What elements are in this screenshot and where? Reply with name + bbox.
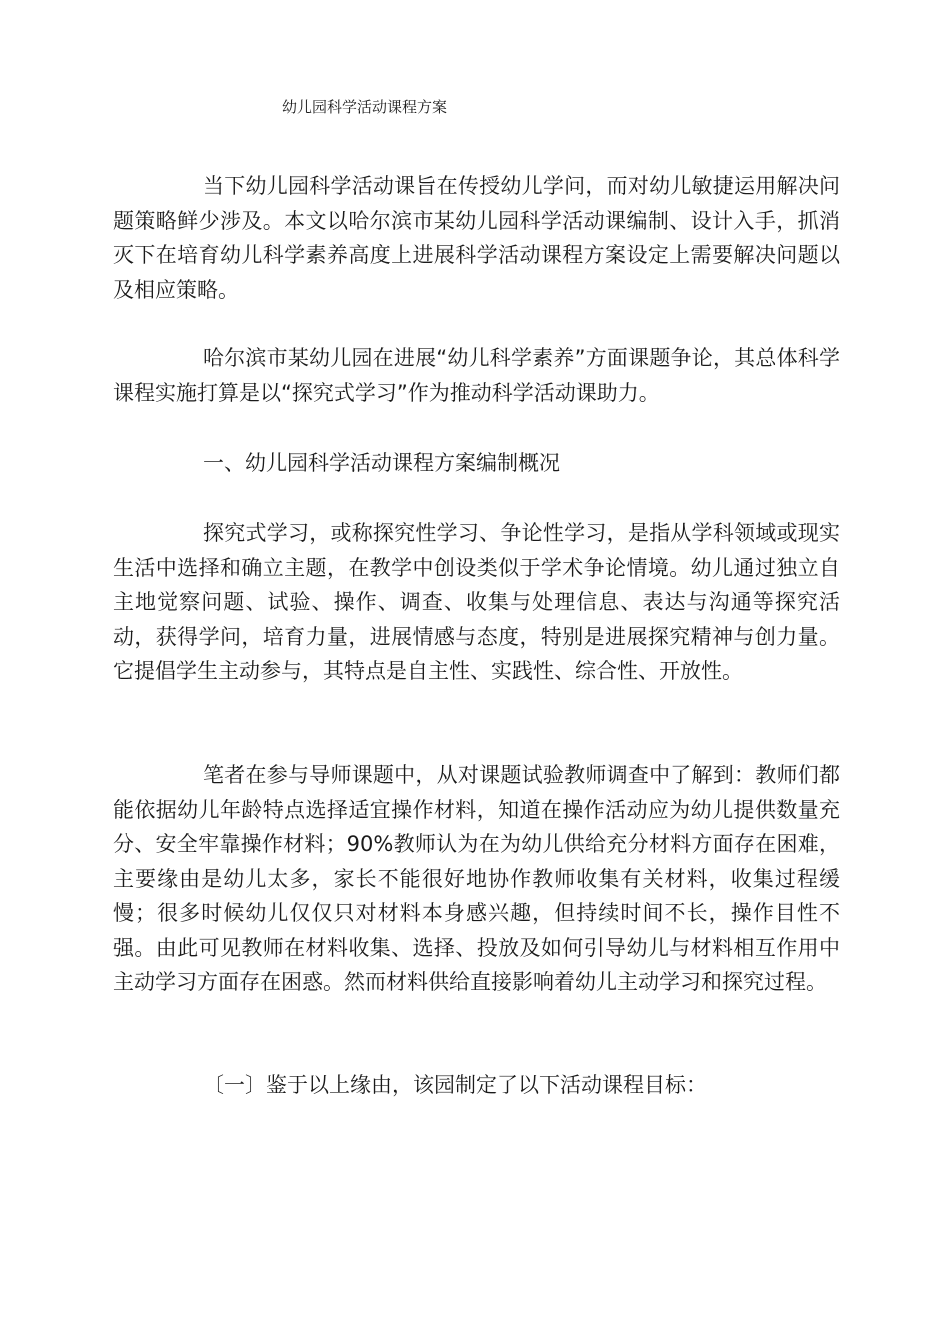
section-heading: 一、幼儿园科学活动课程方案编制概况 <box>203 451 560 475</box>
paragraph-background: 哈尔滨市某幼儿园在进展“幼儿科学素养”方面课题争论，其总体科学课程实施打算是以“探究式学习”作为推动科学活动课助力。 <box>113 346 840 405</box>
paragraph-survey-findings: 笔者在参与导师课题中，从对课题试验教师调查中了解到：教师们都能依据幼儿年龄特点选择适宜操作材料，知道在操作活动应为幼儿提供数量充分、安全牢靠操作材料；90%教师认为在为幼儿供给充分材料方面存在困难，主要缘由是幼儿太多，家长不能很好地协作教师收集有关材料，收集过程缓慢；很多时候幼儿仅仅只对材料本身感兴趣，但持续时间不长，操作目性不强。由此可见教师在材料收集、选择、投放及如何引导幼儿与材料相互作用中主动学习方面存在困惑。然而材料供给直接影响着幼儿主动学习和探究过程。 <box>113 763 840 994</box>
document-title: 幼儿园科学活动课程方案 <box>282 98 448 116</box>
paragraph-intro: 当下幼儿园科学活动课旨在传授幼儿学问，而对幼儿敏捷运用解决问题策略鲜少涉及。本文以哈尔滨市某幼儿园科学活动课编制、设计入手，抓消灭下在培育幼儿科学素养高度上进展科学活动课程方案设定上需要解决问题以及相应策略。 <box>113 174 840 302</box>
subsection-heading: 〔一〕鉴于以上缘由，该园制定了以下活动课程目标： <box>203 1073 707 1097</box>
paragraph-inquiry-learning: 探究式学习，或称探究性学习、争论性学习，是指从学科领域或现实生活中选择和确立主题，在教学中创设类似于学术争论情境。幼儿通过独立自主地觉察问题、试验、操作、调查、收集与处理信息、表达与沟通等探究活动，获得学问，培育力量，进展情感与态度，特别是进展探究精神与创力量。它提倡学生主动参与，其特点是自主性、实践性、综合性、开放性。 <box>113 521 840 683</box>
